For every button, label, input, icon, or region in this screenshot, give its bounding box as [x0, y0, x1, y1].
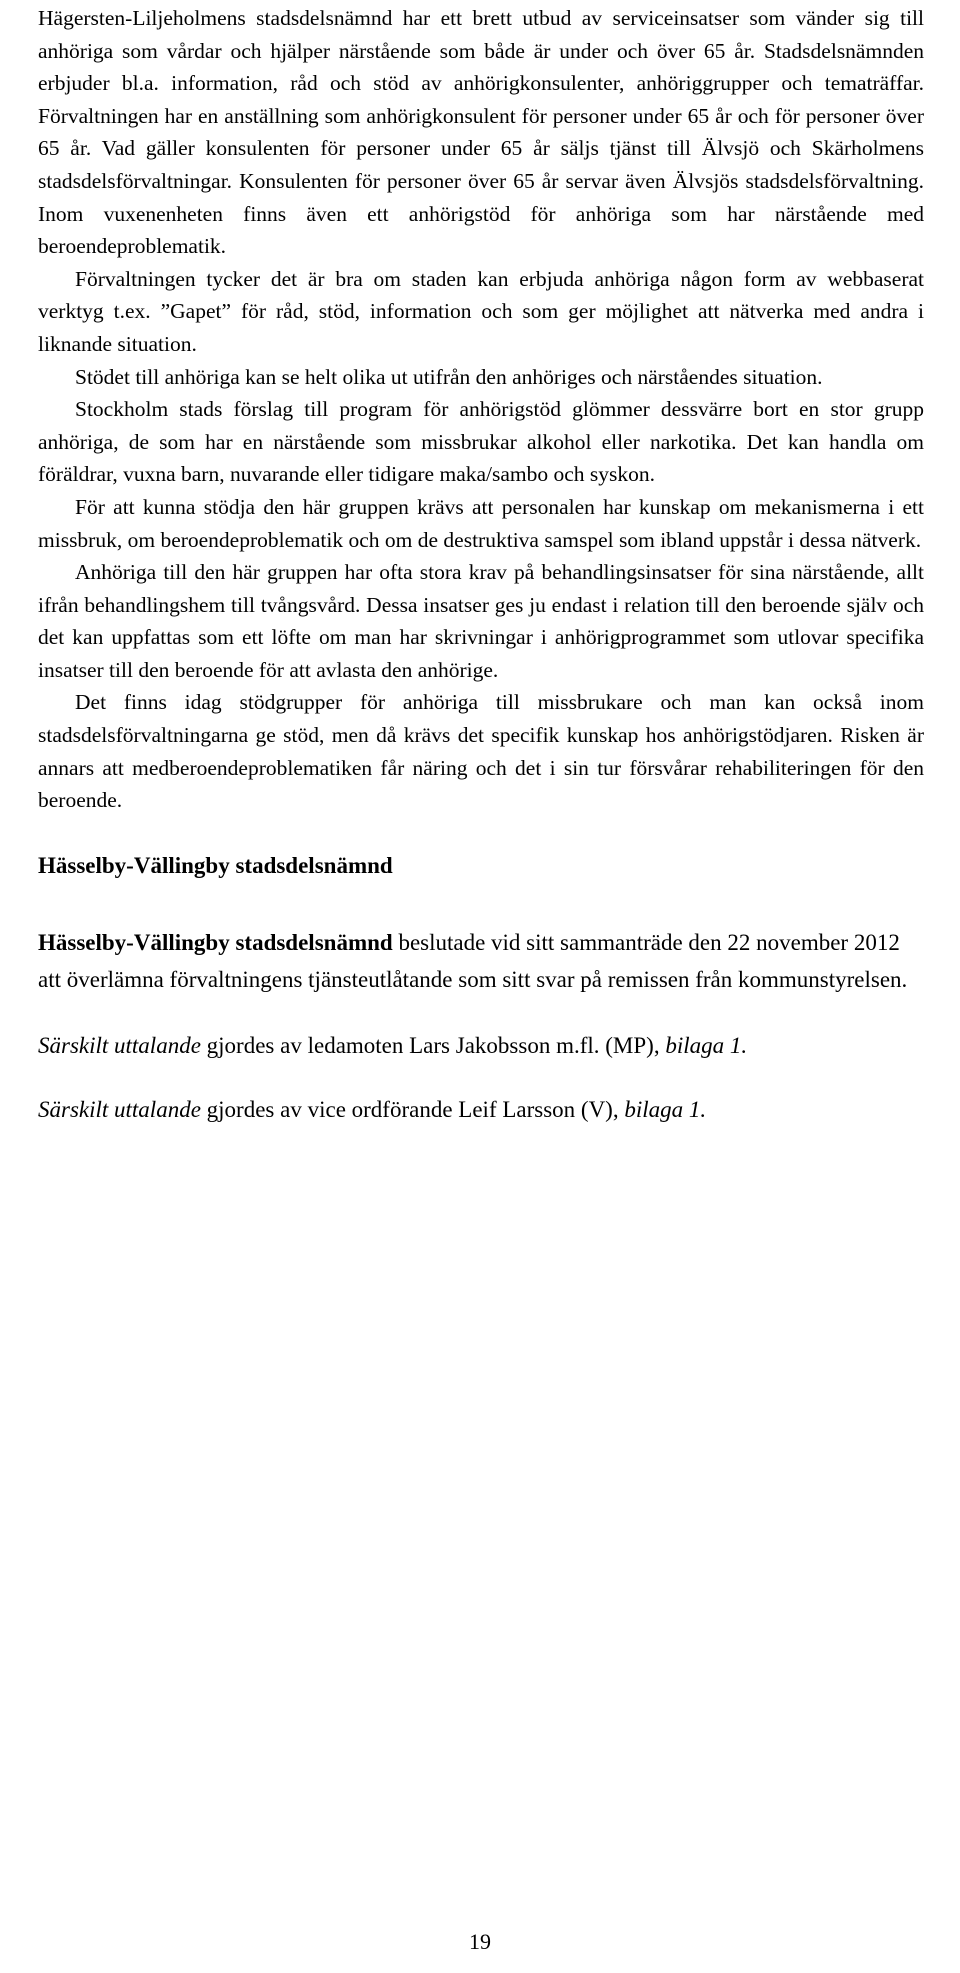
- paragraph-hagersten-services: Hägersten-Liljeholmens stadsdelsnämnd har ett brett utbud av serviceinsatser som vänder sig till anhöriga som vårdar och hjälper närstående som både är under och över 65 år. Stadsdelsnämnden erbjuder bl.a. information, råd och stöd av anhörigkonsulenter, anhöriggrupper och tematräffar. Förvaltningen har en anställning som anhörigkonsulent för personer under 65 år och för personer över 65 år. Vad gäller konsulenten för personer under 65 år säljs tjänst till Älvsjö och Skärholmens stadsdelsförvaltningar. Konsulenten för personer över 65 år servar även Älvsjös stadsdelsförvaltning. Inom vuxenenheten finns även ett anhörigstöd för anhöriga som har närstående med beroendeproblematik.: [38, 6, 924, 259]
- remark-text: gjordes av ledamoten Lars Jakobsson m.fl. (MP),: [200, 1032, 666, 1058]
- section-heading: Hässelby-Vällingby stadsdelsnämnd: [38, 852, 393, 878]
- remark-ref: bilaga 1.: [665, 1032, 748, 1058]
- decision-text: beslutade vid sitt sammanträde den 22 november 2012 att överlämna förvaltningens tjänsteutlåtande som sitt svar på remissen från kommunstyrelsen.: [38, 929, 908, 992]
- decision-lead: Hässelby-Vällingby stadsdelsnämnd: [38, 929, 393, 955]
- paragraph-staff-knowledge: För att kunna stödja den här gruppen krävs att personalen har kunskap om mekanismerna i ett missbruk, om beroendeproblematik och om de destruktiva samspel som ibland uppstår i dessa nätverk.: [38, 494, 924, 552]
- paragraph-support-varies: Stödet till anhöriga kan se helt olika ut utifrån den anhöriges och närståendes situation.: [75, 364, 823, 389]
- paragraph-web-tool: Förvaltningen tycker det är bra om staden kan erbjuda anhöriga någon form av webbaserat verktyg t.ex. ”Gapet” för råd, stöd, information och som ger möjlighet att nätverka med andra i liknande situation.: [38, 266, 924, 356]
- document-page: [38, 0, 924, 1128]
- remark-label: Särskilt uttalande: [38, 1096, 201, 1122]
- remark-ref: bilaga 1.: [624, 1096, 707, 1122]
- remark-label: Särskilt uttalande: [38, 1032, 201, 1058]
- remark-v: [38, 1091, 924, 1128]
- paragraph-support-groups: Det finns idag stödgrupper för anhöriga till missbrukare och man kan också inom stadsdelsförvaltningarna ge stöd, men då krävs det specifik kunskap hos anhörigstödjaren. Risken är annars att medberoendeproblematiken får näring och det i sin tur försvårar rehabiliteringen för den beroende.: [38, 690, 924, 813]
- page-number: 19: [469, 1929, 491, 1954]
- decision-paragraph: [38, 924, 924, 998]
- paragraph-program-omission: Stockholm stads förslag till program för anhörigstöd glömmer dessvärre bort en stor grupp anhöriga, de som har en närstående som missbrukar alkohol eller narkotika. Det kan handla om föräldrar, vuxna barn, nuvarande eller tidigare maka/sambo och syskon.: [38, 397, 924, 487]
- remark-text: gjordes av vice ordförande Leif Larsson (V),: [200, 1096, 625, 1122]
- remark-mp: [38, 1027, 924, 1064]
- paragraph-treatment-demands: Anhöriga till den här gruppen har ofta stora krav på behandlingsinsatser för sina närstående, allt ifrån behandlingshem till tvångsvård. Dessa insatser ges ju endast i relation till den beroende själv och det kan uppfattas som ett löfte om man har skrivningar i anhörigprogrammet som utlovar specifika insatser till den beroende för att avlasta den anhörige.: [38, 560, 924, 682]
